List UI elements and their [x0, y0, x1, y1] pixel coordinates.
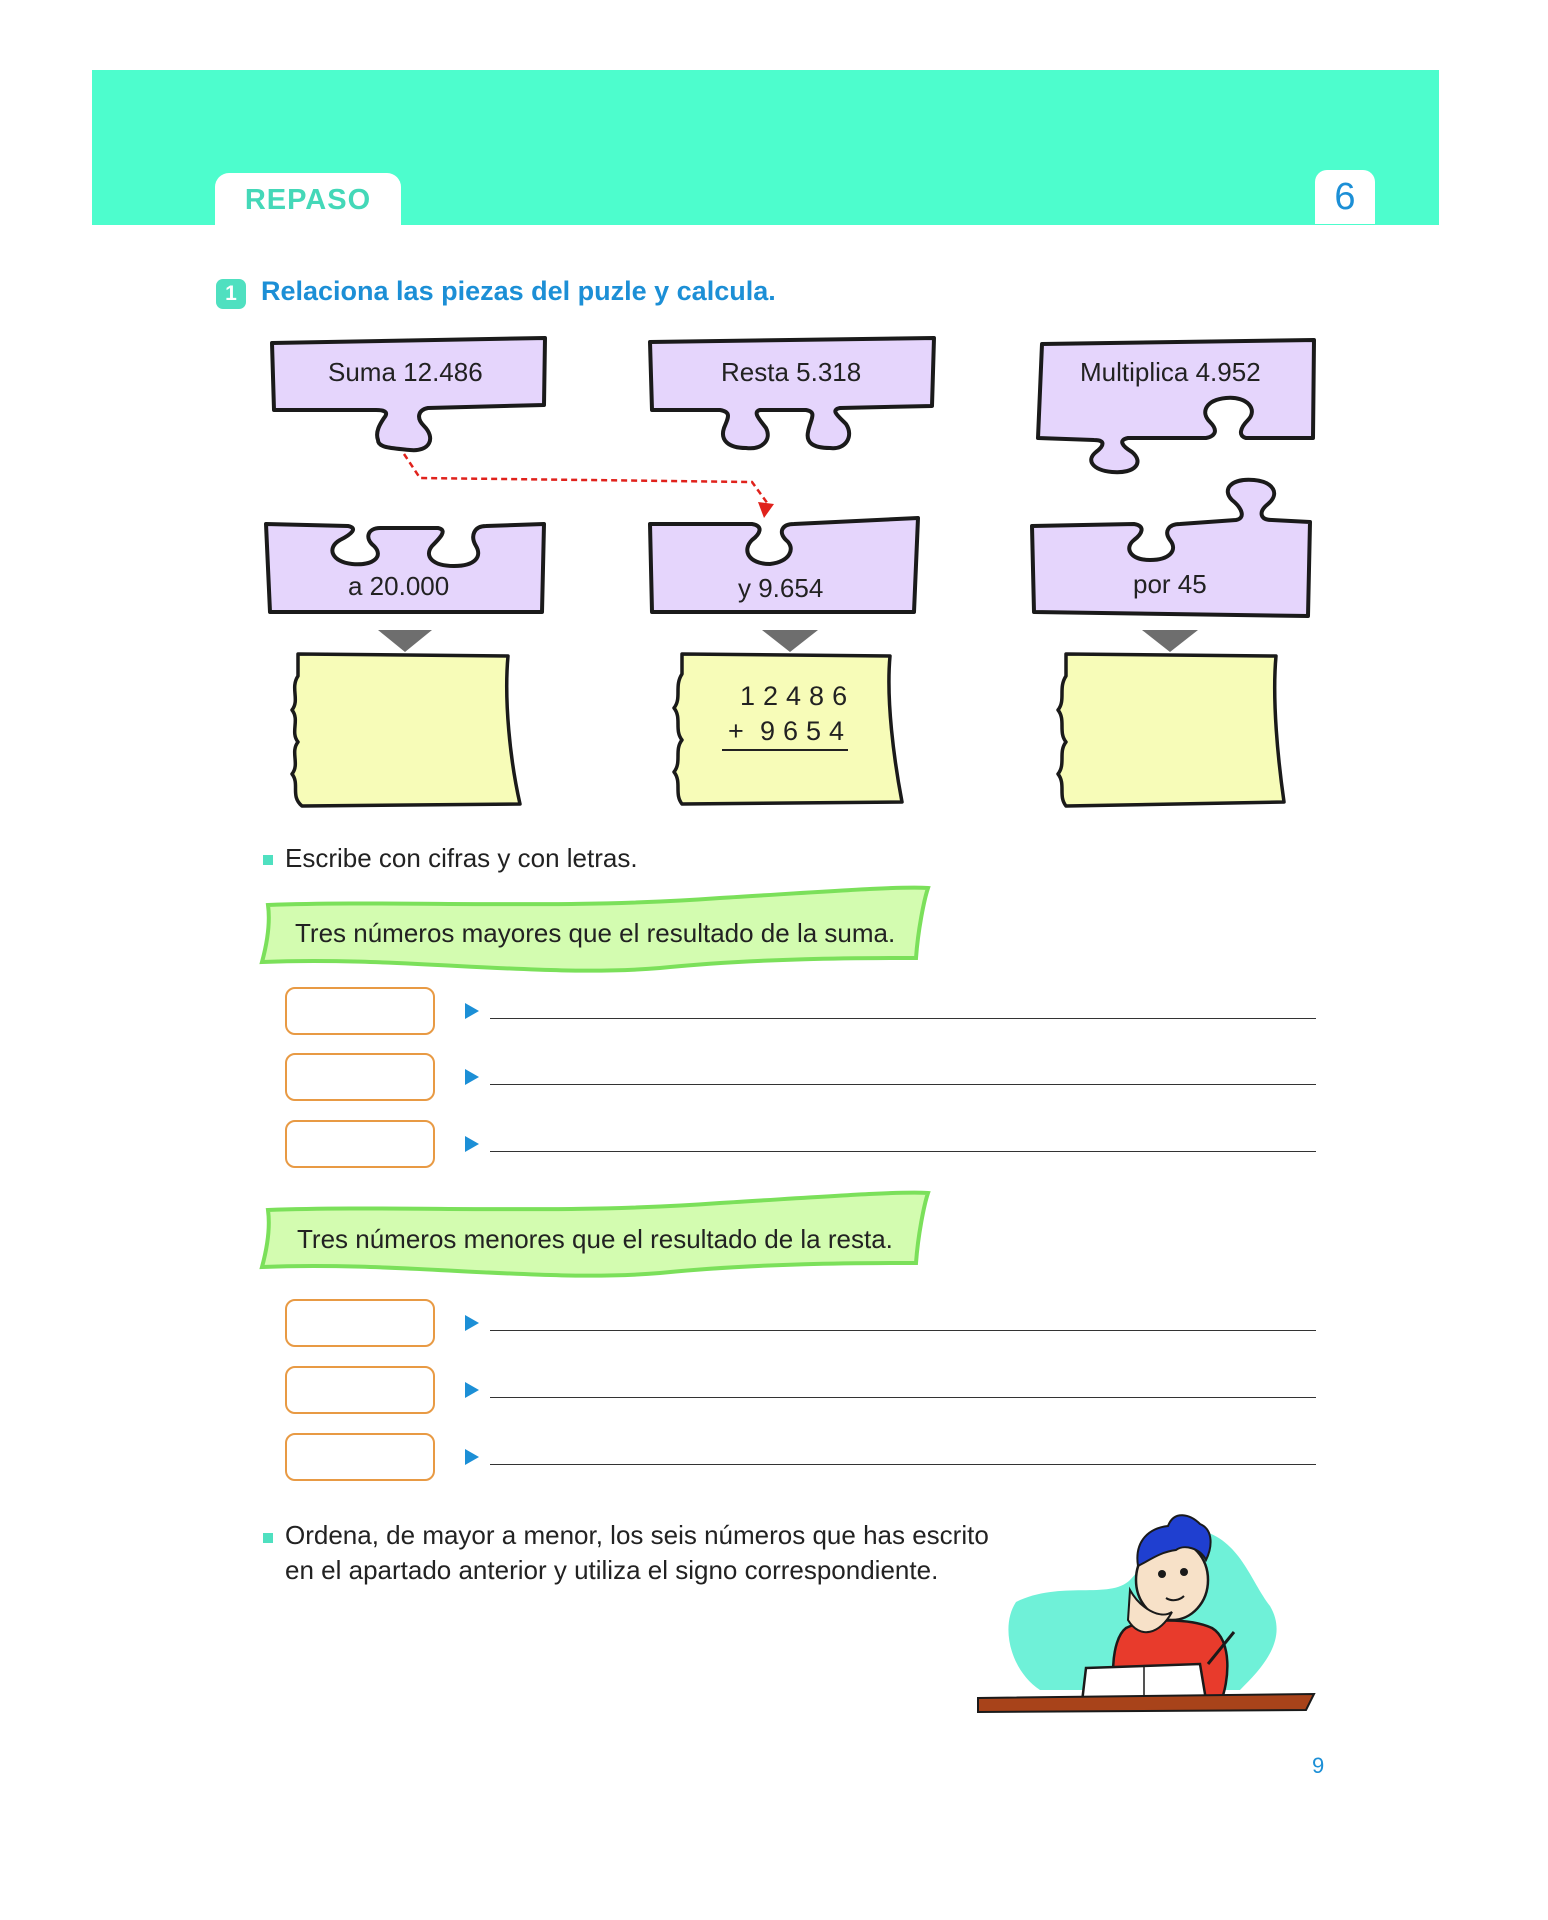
answer-box-greater-1[interactable] — [285, 987, 435, 1035]
connector-arrowhead — [758, 502, 774, 518]
instruction-order-line-2: en el apartado anterior y utiliza el signo correspondiente. — [285, 1555, 939, 1585]
banner-greater-text: Tres números mayores que el resultado de la suma. — [295, 918, 896, 948]
unit-number-badge: 6 — [1315, 170, 1375, 224]
answer-box-lesser-3[interactable] — [285, 1433, 435, 1481]
exercise-title: Relaciona las piezas del puzle y calcula. — [261, 276, 776, 306]
pointer-triangle-1 — [378, 630, 432, 652]
answer-box-lesser-1[interactable] — [285, 1299, 435, 1347]
arrow-icon — [465, 1069, 479, 1085]
sum-row-2: 9654 — [760, 716, 853, 746]
piece-label-resta: Resta 5.318 — [721, 357, 862, 387]
answer-box-greater-2[interactable] — [285, 1053, 435, 1101]
answer-box-lesser-2[interactable] — [285, 1366, 435, 1414]
instruction-write: Escribe con cifras y con letras. — [285, 843, 638, 873]
note-paper-1 — [292, 654, 520, 806]
note-paper-3 — [1058, 654, 1284, 806]
arrow-icon — [465, 1449, 479, 1465]
repaso-tab: REPASO — [215, 173, 401, 228]
bullet-order — [263, 1533, 273, 1543]
exercise-number: 1 — [216, 279, 246, 309]
page-number: 9 — [1312, 1753, 1325, 1778]
puzzle-piece-resta — [650, 338, 934, 448]
banner-lesser-text: Tres números menores que el resultado de la resta. — [297, 1224, 893, 1254]
piece-label-a-20000: a 20.000 — [348, 571, 450, 601]
piece-label-y-9654: y 9.654 — [738, 573, 824, 603]
sum-operator: + — [728, 716, 752, 746]
instruction-order-line-1: Ordena, de mayor a menor, los seis números que has escrito — [285, 1520, 989, 1550]
arrow-icon — [465, 1382, 479, 1398]
write-line-greater-2[interactable] — [490, 1084, 1316, 1085]
student-illustration — [978, 1515, 1314, 1712]
write-line-greater-3[interactable] — [490, 1151, 1316, 1152]
write-line-lesser-3[interactable] — [490, 1464, 1316, 1465]
bullet-write — [263, 855, 273, 865]
piece-label-por-45: por 45 — [1133, 569, 1207, 599]
answer-box-greater-3[interactable] — [285, 1120, 435, 1168]
write-line-greater-1[interactable] — [490, 1018, 1316, 1019]
pointer-triangle-2 — [762, 630, 818, 652]
puzzle-piece-suma — [272, 338, 545, 450]
piece-label-multiplica: Multiplica 4.952 — [1080, 357, 1261, 387]
write-line-lesser-1[interactable] — [490, 1330, 1316, 1331]
arrow-icon — [465, 1003, 479, 1019]
write-line-lesser-2[interactable] — [490, 1397, 1316, 1398]
sum-row-1: 12486 — [740, 681, 856, 711]
arrow-icon — [465, 1315, 479, 1331]
arrow-icon — [465, 1136, 479, 1152]
dashed-connector-arrow — [404, 454, 768, 504]
piece-label-suma: Suma 12.486 — [328, 357, 483, 387]
pointer-triangle-3 — [1142, 630, 1198, 652]
